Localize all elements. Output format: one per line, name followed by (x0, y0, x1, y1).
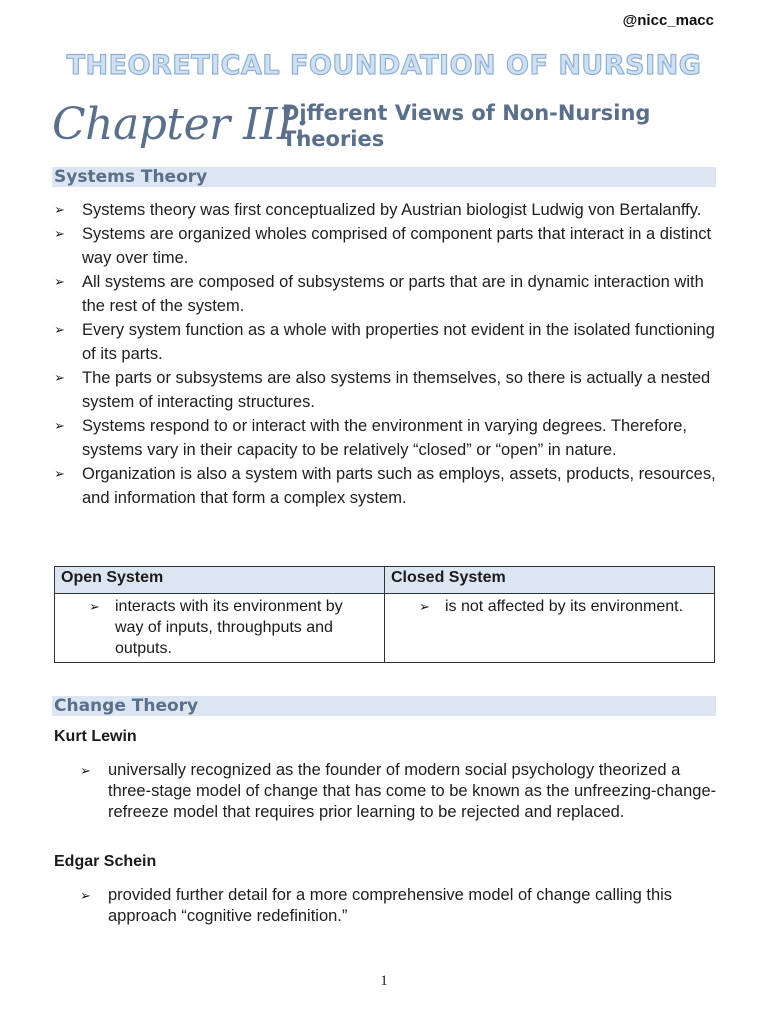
list-item: ➢ Systems are organized wholes comprised of component parts that interact in a distinct way over time. (54, 222, 726, 270)
arrow-bullet-icon: ➢ (54, 466, 65, 481)
table-cell-open-system: ➢ interacts with its environment by way of inputs, throughputs and outputs. (55, 594, 385, 663)
section-heading: Systems Theory (54, 167, 208, 187)
author-handle: @nicc_macc (622, 12, 714, 29)
arrow-bullet-icon: ➢ (80, 888, 91, 903)
arrow-bullet-icon: ➢ (419, 599, 430, 614)
arrow-bullet-icon: ➢ (54, 202, 65, 217)
page-number: 1 (380, 973, 388, 989)
open-closed-system-table (54, 566, 715, 663)
list-item: ➢ universally recognized as the founder of modern social psychology theorized a three-stage model of change that has come to be known as the unfreezing-change-refreeze model that requires prior learning to be rejected and replaced. (80, 761, 717, 821)
arrow-bullet-icon: ➢ (54, 274, 65, 289)
document-title: THEORETICAL FOUNDATION OF NURSING (66, 50, 702, 81)
section-bar-change-theory (52, 696, 716, 716)
table-cell-closed-system: ➢ is not affected by its environment. (385, 594, 715, 663)
section-bar-systems-theory (52, 167, 716, 187)
person-name-edgar-schein: Edgar Schein (54, 853, 157, 870)
arrow-bullet-icon: ➢ (54, 226, 65, 241)
chapter-heading (52, 96, 722, 160)
kurt-lewin-list (80, 760, 720, 823)
list-item: ➢ Systems theory was first conceptualized by Austrian biologist Ludwig von Bertalanffy. (54, 198, 726, 222)
systems-theory-list (54, 198, 726, 510)
arrow-bullet-icon: ➢ (80, 763, 91, 778)
arrow-bullet-icon: ➢ (54, 322, 65, 337)
list-item: ➢ Organization is also a system with parts such as employs, assets, products, resources, and information that form a complex system. (54, 462, 726, 510)
arrow-bullet-icon: ➢ (54, 418, 65, 433)
person-name-kurt-lewin: Kurt Lewin (54, 728, 137, 745)
table-header-open-system: Open System (55, 567, 385, 594)
chapter-subtitle: Different Views of Non-Nursing Theories (282, 101, 651, 151)
list-item: ➢ Systems respond to or interact with the environment in varying degrees. Therefore, systems vary in their capacity to be relatively “closed” or “open” in nature. (54, 414, 726, 462)
arrow-bullet-icon: ➢ (54, 370, 65, 385)
edgar-schein-list (80, 885, 720, 927)
list-item: ➢ All systems are composed of subsystems or parts that are in dynamic interaction with the rest of the system. (54, 270, 726, 318)
chapter-label: Chapter III: (52, 99, 309, 150)
table-header-closed-system: Closed System (385, 567, 715, 594)
section-heading: Change Theory (54, 696, 199, 716)
list-item: ➢ Every system function as a whole with properties not evident in the isolated functioning of its parts. (54, 318, 726, 366)
arrow-bullet-icon: ➢ (89, 599, 100, 614)
list-item: ➢ The parts or subsystems are also systems in themselves, so there is actually a nested system of interacting structures. (54, 366, 726, 414)
list-item: ➢ provided further detail for a more comprehensive model of change calling this approach “cognitive redefinition.” (80, 886, 673, 925)
